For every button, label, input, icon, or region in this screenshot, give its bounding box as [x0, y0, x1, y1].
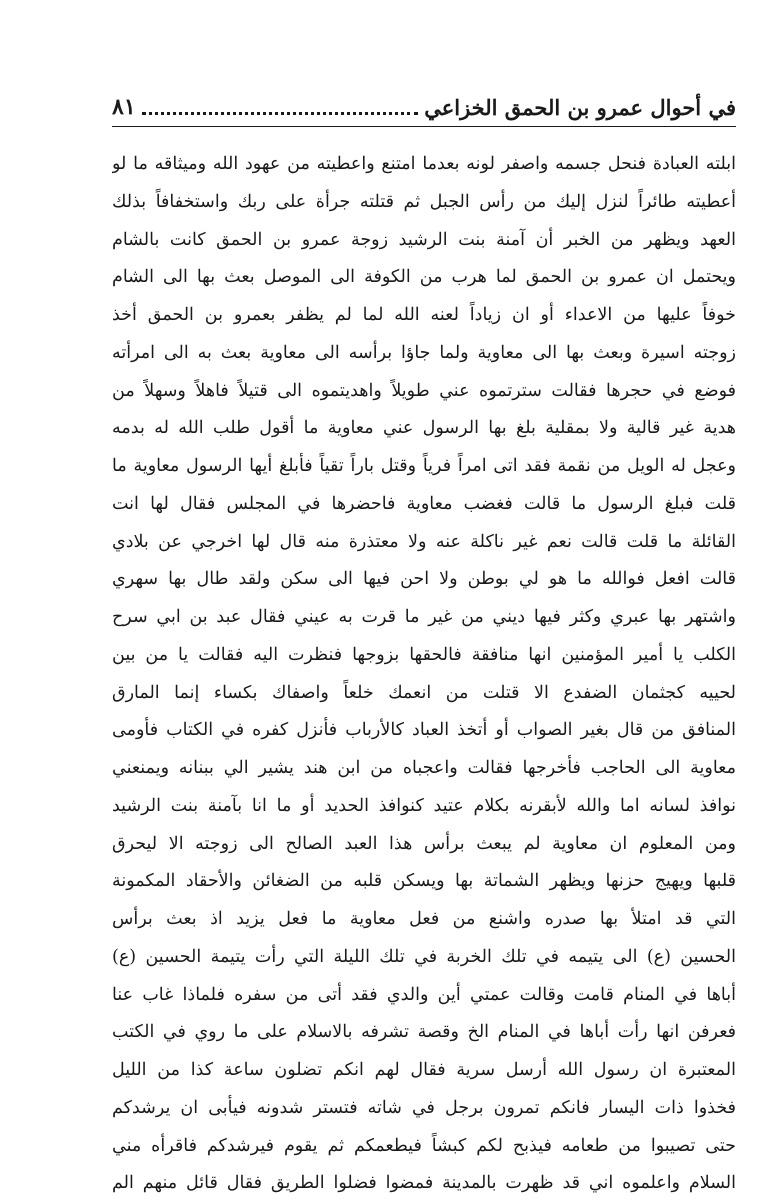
text-line: وعجل له الويل من نقمة فقد اتى امراً فرياً وقتل باراً تقياً فأبلغ أيها الرسول معاوية ما: [112, 456, 736, 476]
text-line: الكلب يا أمير المؤمنين انها منافقة فالحقها بزوجها فنظرت اليه فقالت يا من بين: [112, 644, 736, 665]
text-line: حتى تصيبوا من طعامه فيذبح لكم كبشاً فيطعمكم ثم يقوم فيرشدكم فاقرأه مني: [112, 1135, 736, 1156]
text-line: قلبها ويهيج حزنها ويظهر الشماتة بها ويسكن قلبه من الضغائن والأحقاد المكمونة: [112, 871, 736, 892]
text-line: المعتبرة ان رسول الله أرسل سرية فقال لهم انكم تضلون ساعة كذا من الليل: [112, 1060, 736, 1080]
text-line: السلام واعلموه اني قد ظهرت بالمدينة فمضوا فضلوا الطريق فقال قائل منهم الم: [112, 1173, 736, 1194]
body-text: [112, 146, 736, 1203]
page-number: ٨١: [112, 94, 136, 120]
text-line: نوافذ لسانه اما والله لأبقرنه بكلام عتيد كنوافذ الحديد أو ما انا بآمنة بنت الرشيد: [112, 795, 736, 816]
text-line: واشتهر بها عبري وكثر فيها ديني من غير ما قرت به عيني فقال عبد بن ابي سرح: [112, 607, 736, 627]
text-line: قالت افعل فوالله ما هو لي بوطن ولا احن فيها الى سكن ولقد طال بها سهري: [112, 569, 736, 590]
text-line: هدية غير قالية ولا بمقلية بلغ بها الرسول عني معاوية ما أقول طلب الله له بدمه: [112, 418, 736, 439]
text-line: خوفاً عليها من الاعداء أو ان زياداً لعنه الله لما لم يظفر بعمرو بن الحمق أخذ: [112, 305, 736, 325]
text-line: القائلة ما قلت قالت نعم غير ناكلة عنه ولا معتذرة منه قال لها اخرجي عن بلادي: [112, 531, 736, 552]
text-line: التي قد امتلأ بها صدره واشنع من فعل معاوية ما فعل يزيد اذ بعث برأس: [112, 909, 736, 929]
text-line: زوجته اسيرة وبعث بها الى معاوية ولما جاؤا برأسه الى معاوية بعث به الى امرأته: [112, 342, 736, 363]
text-line: العهد ويظهر من الخبر أن آمنة بنت الرشيد زوجة عمرو بن الحمق كانت بالشام: [112, 229, 736, 250]
dot-leader: [142, 112, 419, 115]
chapter-title: في أحوال عمرو بن الحمق الخزاعي: [424, 95, 736, 120]
text-line: ومن المعلوم ان معاوية لم يبعث برأس هذا العبد الصالح الى زوجته الا ليحرق: [112, 833, 736, 854]
text-line: ابلته العبادة فنحل جسمه واصفر لونه بعدما امتنع واعطيته من عهود الله وميثاقه ما لو: [112, 154, 736, 174]
text-line: المنافق من قال بغير الصواب أو أتخذ العباد كالأرباب فأنزل كفره في الكتاب فأومى: [112, 720, 736, 741]
text-line: ويحتمل ان عمرو بن الحمق لما هرب من الكوفة الى الموصل بعث بها الى الشام: [112, 267, 736, 288]
running-header: [112, 86, 736, 120]
text-line: فوضع في حجرها فقالت سترتموه عني طويلاً واهديتموه الى قتيلاً فاهلاً وسهلاً من: [112, 380, 736, 401]
text-line: لحييه كجثمان الضفدع الا قتلت من انعمك خلعاً واصفاك بكساء إنما المارق: [112, 682, 736, 703]
text-line: فخذوا ذات اليسار فانكم تمرون برجل في شاته فتستر شدونه فيأبى ان يرشدكم: [112, 1097, 736, 1118]
text-line: فعرفن انها رأت أباها في المنام الخ وقصة تشرفه بالاسلام على ما روي في الكتب: [112, 1022, 736, 1043]
text-line: معاوية الى الحاجب فأخرجها فقالت واعجباه من ابن هند يشير الي ببنانه ويمنعني: [112, 758, 736, 778]
header-rule: [112, 126, 736, 127]
text-line: الحسين (ع) الى يتيمه في تلك الخربة في تلك الليلة التي رأت يتيمة الحسين (ع): [112, 946, 736, 967]
text-line: قلت فبلغ الرسول ما قالت فغضب معاوية فاحضرها في المجلس فقال لها انت: [112, 493, 736, 514]
text-line: أباها في المنام قامت وقالت عمتي أين والدي فقد أتى من سفره فلماذا غاب عنا: [112, 984, 736, 1005]
text-line: أعطيته طائراً لنزل إليك من رأس الجبل ثم قتلته جرأة على ربك واستخفافاً بذلك: [112, 191, 736, 212]
